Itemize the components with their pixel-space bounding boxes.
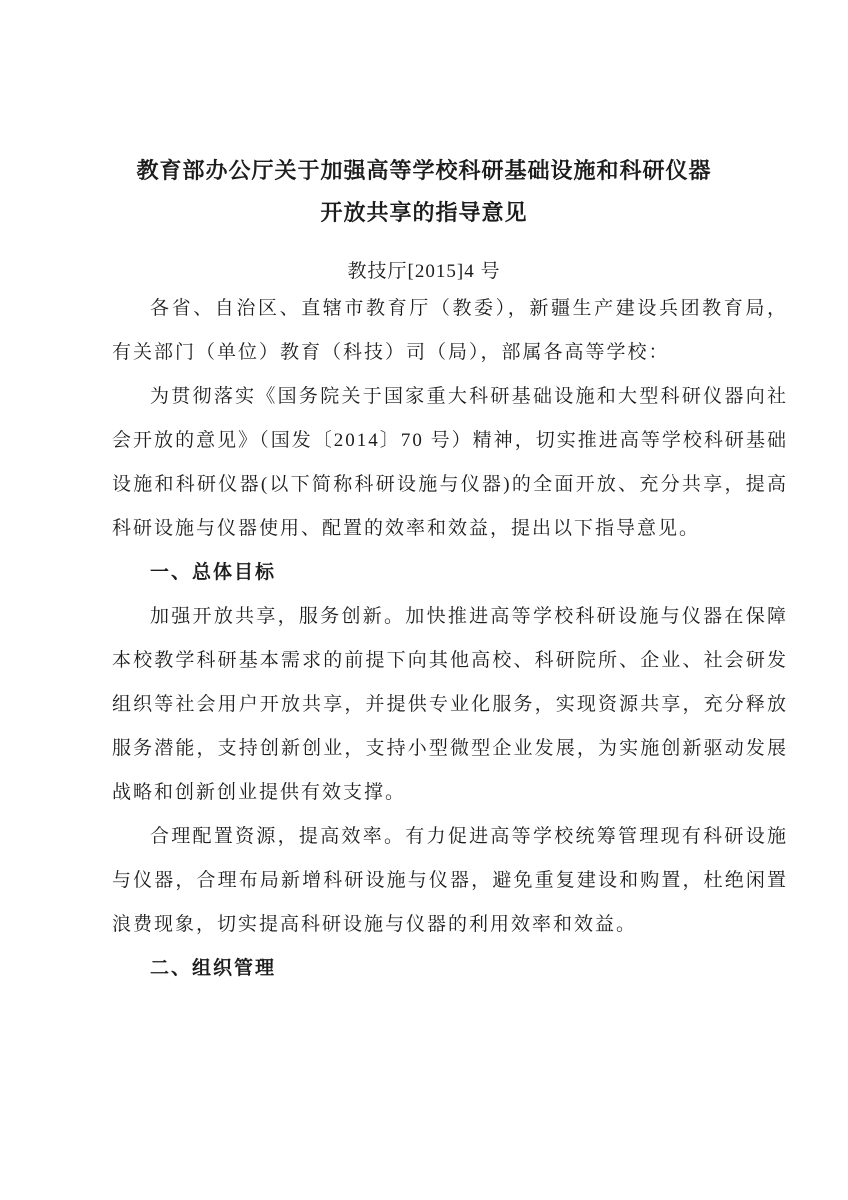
document-title-line2: 开放共享的指导意见 (320, 200, 528, 225)
section-heading-2: 二、组织管理 (150, 958, 277, 979)
paragraph-goal-open-sharing: 加强开放共享，服务创新。加快推进高等学校科研设施与仪器在保障本校教学科研基本需求的前提下向其他高校、科研院所、企业、社会研发组织等社会用户开放共享，并提供专业化服务，实现资源共享，充分释放服务潜能，支持创新创业，支持小型微型企业发展，为实施创新驱动发展战略和创新创业提供有效支撑。 (112, 606, 788, 803)
section-heading-1: 一、总体目标 (150, 562, 277, 583)
document-body (112, 287, 788, 991)
paragraph-salutation: 各省、自治区、直辖市教育厅（教委），新疆生产建设兵团教育局，有关部门（单位）教育（科技）司（局），部属各高等学校： (112, 298, 788, 363)
document-number: 教技厅[2015]4 号 (347, 261, 501, 282)
paragraph-goal-resource-allocation: 合理配置资源，提高效率。有力促进高等学校统筹管理现有科研设施与仪器，合理布局新增科研设施与仪器，避免重复建设和购置，杜绝闲置浪费现象，切实提高科研设施与仪器的利用效率和效益。 (112, 826, 788, 935)
document-title (0, 0, 848, 234)
document-title-line1: 教育部办公厅关于加强高等学校科研基础设施和科研仪器 (136, 158, 712, 183)
paragraph-preamble: 为贯彻落实《国务院关于国家重大科研基础设施和大型科研仪器向社会开放的意见》（国发〔2014〕70 号）精神，切实推进高等学校科研基础设施和科研仪器(以下简称科研设施与仪器)的全面开放、充分共享，提高科研设施与仪器使用、配置的效率和效益，提出以下指导意见。 (112, 386, 788, 539)
